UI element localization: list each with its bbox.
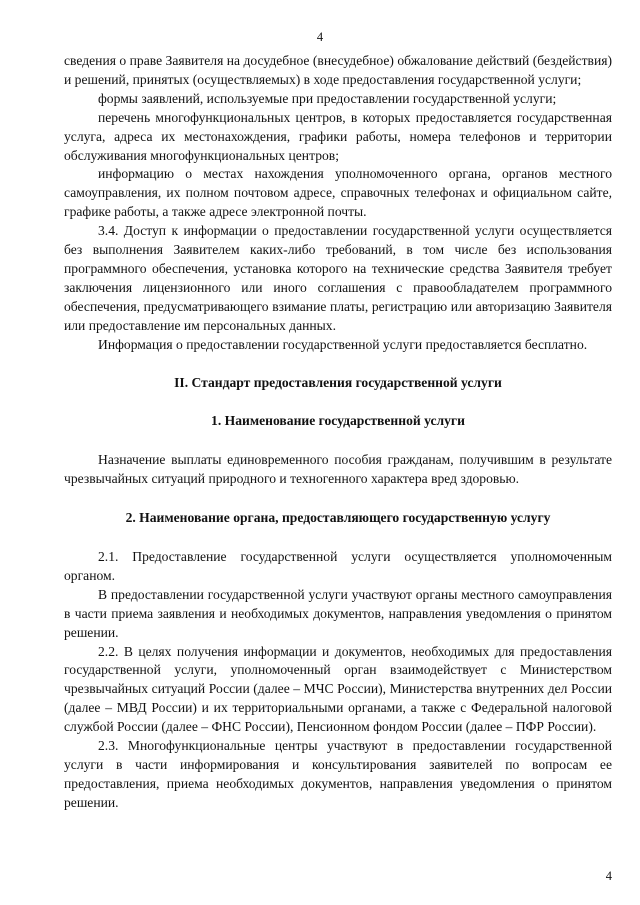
paragraph-2-2: 2.2. В целях получения информации и документов, необходимых для предоставления государственной услуги, уполномоченный орган взаимодействует с Министерством чрезвычайных ситуаций России (далее – МЧС России), Министерства внутренних дел России (далее – МВД России) и их территориальными органами, а также с Федеральной налоговой службой России (далее – ФНС России), Пенсионном фондом России (далее – ПФР России).: [64, 643, 612, 735]
paragraph-service-name: Назначение выплаты единовременного пособия гражданам, получившим в результате чрезвычайных ситуаций природного и техногенного характера вред здоровью.: [64, 452, 612, 487]
page-number-top: 4: [316, 30, 324, 44]
page-number-bottom: 4: [605, 869, 612, 883]
paragraph-mfc-list: перечень многофункциональных центров, в которых предоставляется государственная услуга, адреса их местонахождения, графики работы, номера телефонов и территории обслуживания многофункциональных центров;: [64, 109, 612, 163]
paragraph-authority-locations: информацию о местах нахождения уполномоченного органа, органов местного самоуправления, их полном почтовом адресе, справочных телефонах и официальном сайте, графике работы, а также адресе электронной почты.: [64, 166, 612, 220]
paragraph-2-1: 2.1. Предоставление государственной услуги осуществляется уполномоченным органом.: [64, 549, 612, 583]
subheading-provider-body: 2. Наименование органа, предоставляющего государственную услугу: [125, 510, 551, 526]
paragraph-appeal-rights: сведения о праве Заявителя на досудебное (внесудебное) обжалование действий (бездействия) и решений, принятых (осуществляемых) в ходе предоставления государственной услуги;: [64, 53, 612, 87]
paragraph-application-forms: формы заявлений, используемые при предоставлении государственной услуги;: [98, 90, 557, 106]
paragraph-3-4-access: 3.4. Доступ к информации о предоставлении государственной услуги осуществляется без выполнения Заявителем каких-либо требований, в том числе без использования программного обеспечения, установка которого на технические средства Заявителя требует заключения лицензионного или иного соглашения с правообладателем программного обеспечения, предусматривающего взимание платы, регистрацию или авторизацию Заявителя или предоставление им персональных данных.: [64, 223, 612, 333]
paragraph-free-info: Информация о предоставлении государственной услуги предоставляется бесплатно.: [98, 336, 588, 352]
section-heading: II. Стандарт предоставления государственной услуги: [174, 374, 502, 390]
subheading-service-name: 1. Наименование государственной услуги: [211, 413, 465, 429]
paragraph-2-3: 2.3. Многофункциональные центры участвуют в предоставлении государственной услуги в части информирования и консультирования заявителей по вопросам ее предоставления, приема необходимых документов, направления уведомления о принятом решении.: [64, 738, 612, 810]
document-body: [64, 52, 612, 813]
paragraph-local-government: В предоставлении государственной услуги участвуют органы местного самоуправления в части приема заявления и необходимых документов, направления уведомления о принятом решении.: [64, 586, 612, 640]
